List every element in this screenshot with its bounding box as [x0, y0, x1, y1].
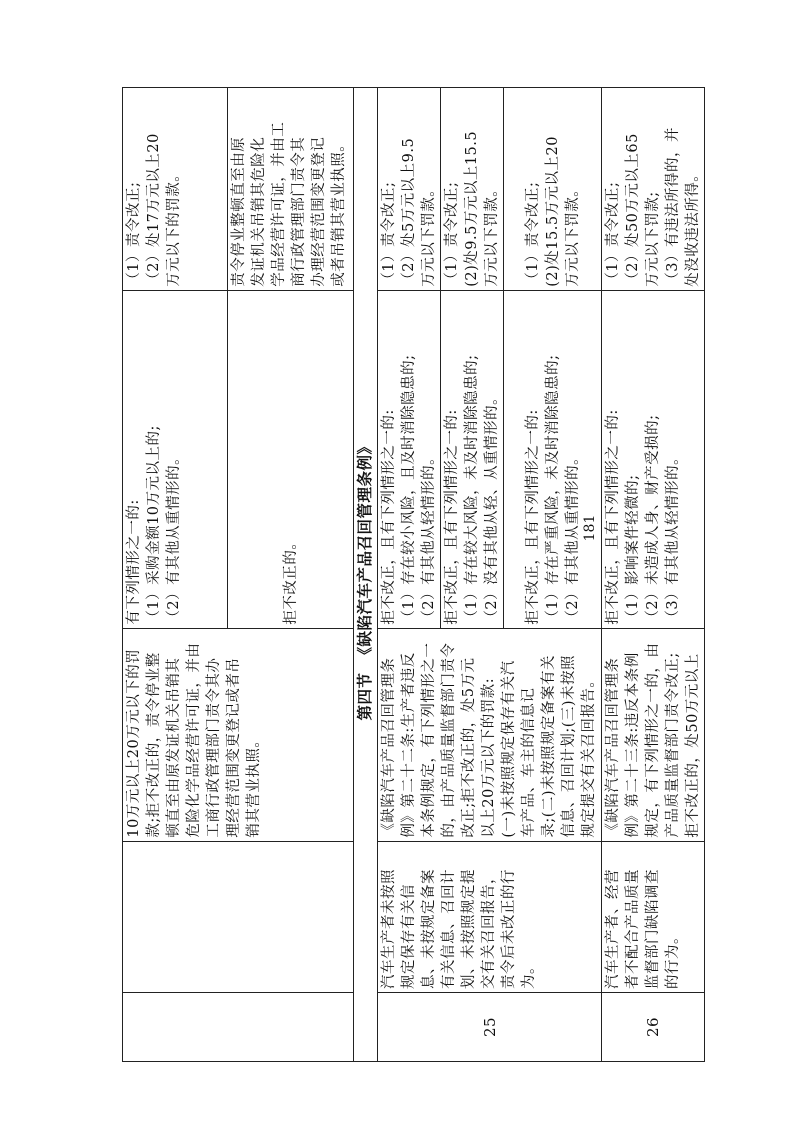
text-line: （3）有其他从轻情形的。: [665, 449, 681, 625]
condition-cell: [123, 290, 228, 628]
text-line: 划、未按照规定提: [461, 868, 477, 989]
text-line: （2）处17万元以上20: [146, 133, 162, 287]
table-row: [378, 88, 441, 1062]
standard-cell: [378, 88, 441, 291]
act-cell: [602, 841, 705, 992]
text-line: 的行为。: [665, 928, 681, 989]
text-line: 以上20万元以下的罚款:: [481, 677, 497, 838]
text-line: (2)处15.5万元以上20: [544, 135, 561, 287]
text-line: （3）有违法所得的，并: [665, 127, 681, 287]
text-line: 万元以下的罚款。: [166, 166, 182, 287]
row-number: 26: [602, 992, 705, 1061]
standard-cell: [228, 88, 354, 291]
row-number: 25: [378, 992, 602, 1061]
penalty-table: [122, 87, 705, 1062]
basis-cell: [602, 628, 705, 841]
table-row: [123, 88, 228, 1062]
text-line: （1）责令改正;: [126, 181, 142, 287]
basis-cell: [123, 628, 354, 841]
text-line: 理经营范围变更登记或者吊: [226, 657, 242, 838]
text-line: (2)处9.5万元以上15.5: [464, 130, 480, 287]
text-line: 规定保存有关信: [401, 883, 417, 989]
text-line: （1）存在严重风险，未及时消除隐患的;: [544, 354, 561, 625]
text-line: 10万元以上20万元以下的罚: [126, 648, 142, 838]
text-line: 责令后未改正的行: [501, 868, 517, 989]
text-line: 拒不改正的，处50万元以上: [685, 653, 701, 838]
text-line: 万元以下罚款。: [421, 181, 437, 287]
text-line: （2）没有其他从轻、从重情形的。: [484, 389, 500, 625]
page-number: 181: [582, 514, 598, 542]
section-title: 《缺陷汽车产品召回管理条例》: [355, 438, 374, 663]
text-line: 汽车生产者、经营: [605, 868, 621, 989]
standard-cell: [123, 88, 228, 291]
text-line: 规定提交有关召回报告。: [581, 672, 597, 838]
text-line: 例》第二十三条:违反本条例: [625, 652, 641, 838]
text-line: 车产品、车主的信息记: [521, 687, 537, 838]
standard-cell: [441, 88, 504, 291]
text-line: 拒不改正的。: [282, 534, 299, 625]
table-row: [602, 88, 705, 1062]
text-line: 改正;拒不改正的，处5万元: [461, 657, 477, 838]
text-line: （1）存在较大风险，未及时消除隐患的;: [464, 354, 480, 625]
text-line: 《缺陷汽车产品召回管理条: [381, 657, 397, 838]
text-line: 产品质量监督部门责令改正;: [665, 652, 681, 838]
text-line: （2）处5万元以上9.5: [401, 137, 417, 287]
section-row: [354, 88, 378, 1062]
text-line: （2）有其他从轻情形的。: [421, 449, 437, 625]
text-line: 有关信息、召回计: [441, 868, 457, 989]
act-cell: [123, 841, 354, 992]
text-line: 处没收违法所得。: [685, 166, 701, 287]
text-line: 息、未按规定备案: [421, 868, 437, 989]
text-line: 《缺陷汽车产品召回管理条: [605, 657, 621, 838]
text-line: (一)未按照规定保存有关汽: [501, 660, 517, 838]
text-line: 万元以下罚款。: [484, 181, 500, 287]
text-line: 拒不改正，且有下列情形之一的:: [605, 409, 621, 625]
text-line: 的，由产品质量监督部门责令: [441, 642, 457, 838]
text-line: 责令停业整顿直至由原: [231, 136, 247, 287]
text-line: （1）责令改正;: [444, 181, 460, 287]
text-line: 商行政管理部门责令其: [291, 136, 307, 287]
condition-cell: [228, 290, 354, 628]
rotated-table-sheet: [122, 87, 701, 1062]
condition-cell: [602, 290, 705, 628]
text-line: （2）有其他从重情形的。: [564, 449, 581, 625]
text-line: （1）存在较小风险，且及时消除隐患的;: [401, 354, 417, 625]
text-line: 例》第二十二条:生产者违反: [401, 652, 417, 838]
text-line: 拒不改正，且有下列情形之一的:: [524, 409, 541, 625]
text-line: （2）有其他从重情形的。: [166, 449, 182, 625]
basis-cell: [378, 628, 602, 841]
standard-cell: [602, 88, 705, 291]
text-line: 录;(二)未按照规定备案有关: [541, 654, 557, 838]
section-header: [354, 88, 378, 1062]
text-line: 有下列情形之一的:: [126, 499, 142, 625]
text-line: 或者吊销其营业执照。: [331, 136, 347, 287]
condition-cell: [441, 290, 504, 628]
text-line: 学品经营许可证，并由工: [271, 121, 287, 287]
text-line: （2）处50万元以上65: [625, 133, 641, 287]
text-line: （1）责令改正;: [605, 181, 621, 287]
text-line: 本条例规定，有下列情形之一: [421, 642, 437, 838]
text-line: 工商行政管理部门责令其办: [206, 657, 222, 838]
text-line: 万元以下罚款;: [645, 191, 661, 287]
text-line: 拒不改正，且有下列情形之一的:: [381, 409, 397, 625]
text-line: 者不配合产品质量: [625, 868, 641, 989]
condition-cell: [504, 290, 602, 628]
standard-cell: [504, 88, 602, 291]
condition-cell: [378, 290, 441, 628]
section-label: 第四节: [355, 672, 374, 721]
text-line: 汽车生产者未按照: [381, 868, 397, 989]
text-line: 信息、召回计划;(三)未按照: [561, 654, 577, 838]
act-cell: [378, 841, 602, 992]
text-line: （1）责令改正;: [524, 181, 541, 287]
text-line: 拒不改正，且有下列情形之一的:: [444, 409, 460, 625]
text-line: 款;拒不改正的，责令停业整: [146, 652, 162, 838]
text-line: 办理经营范围变更登记: [311, 136, 327, 287]
text-line: 销其营业执照。: [246, 732, 262, 838]
text-line: （1）采购金额10万元以上的;: [146, 425, 162, 625]
text-line: 交有关召回报告，: [481, 868, 497, 989]
text-line: 万元以下罚款。: [564, 181, 581, 287]
text-line: 发证机关吊销其危险化: [251, 136, 267, 287]
text-line: 监督部门缺陷调查: [645, 868, 661, 989]
text-line: 顿直至由原发证机关吊销其: [166, 657, 182, 838]
number-cell: [123, 992, 354, 1061]
text-line: （1）责令改正;: [381, 181, 397, 287]
text-line: 危险化学品经营许可证，并由: [186, 642, 202, 838]
text-line: （1）影响案件轻微的;: [625, 474, 641, 625]
text-line: 为。: [521, 958, 537, 989]
text-line: 规定，有下列情形之一的，由: [645, 642, 661, 838]
text-line: （2）未造成人身、财产受损的;: [645, 414, 661, 625]
